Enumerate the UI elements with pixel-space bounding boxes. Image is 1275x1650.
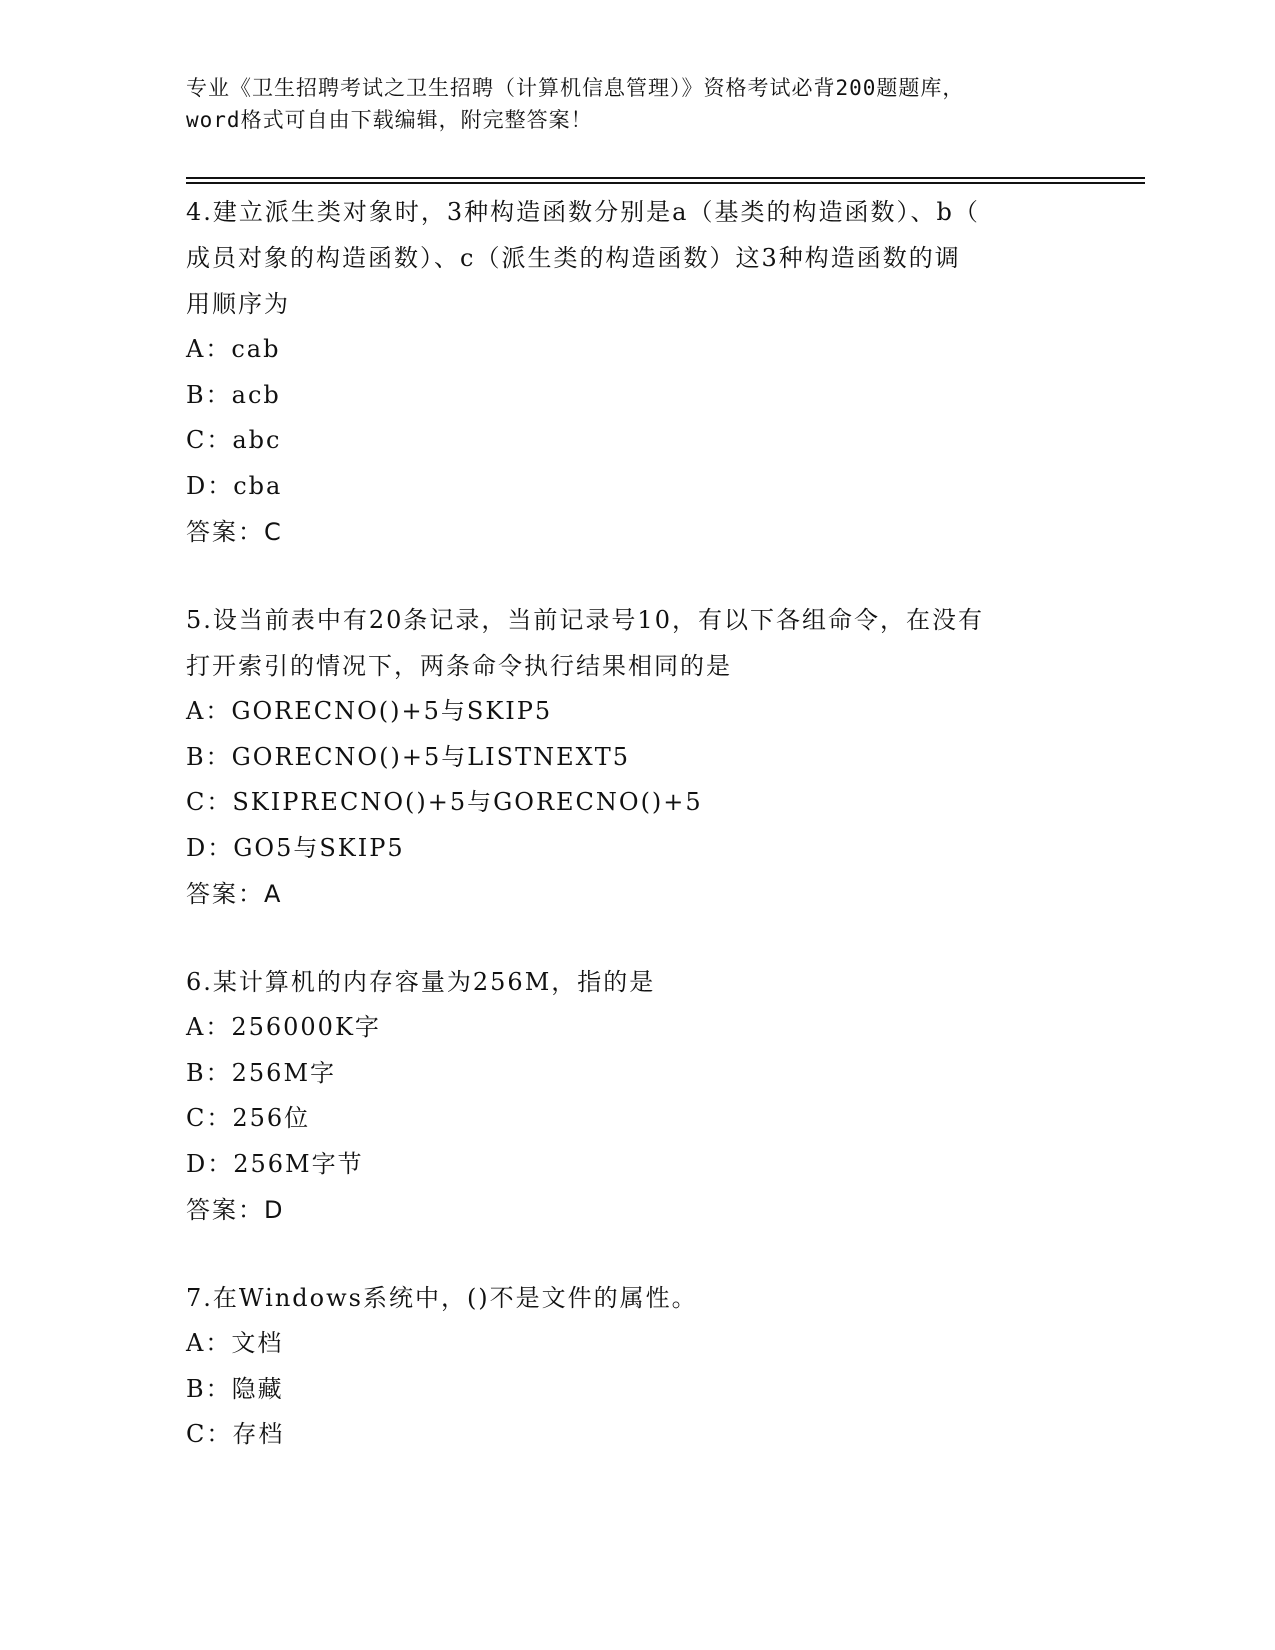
option-a: A：cab bbox=[186, 335, 281, 363]
option-b: B：隐藏 bbox=[186, 1374, 284, 1403]
header-divider-top bbox=[186, 177, 1145, 179]
option-b: B：GORECNO()+5与LISTNEXT5 bbox=[186, 742, 630, 771]
answer-line: 答案：C bbox=[186, 518, 283, 546]
question-4 bbox=[186, 189, 1086, 555]
option-c: C：SKIPRECNO()+5与GORECNO()+5 bbox=[186, 788, 703, 816]
option-b: B：acb bbox=[186, 380, 281, 409]
option-d: D：256M字节 bbox=[186, 1149, 364, 1178]
answer-line: 答案：A bbox=[186, 880, 283, 908]
option-c: C：abc bbox=[186, 426, 282, 454]
option-a: A：256000K字 bbox=[186, 1013, 381, 1041]
option-d: D：cba bbox=[186, 471, 283, 500]
question-text-line: 成员对象的构造函数）、c（派生类的构造函数）这3种构造函数的调 bbox=[186, 244, 961, 272]
header-divider-bottom bbox=[186, 182, 1145, 184]
option-a: A：文档 bbox=[186, 1329, 284, 1357]
question-text-line: 7.在Windows系统中，()不是文件的属性。 bbox=[186, 1284, 698, 1312]
option-c: C：256位 bbox=[186, 1104, 311, 1132]
question-text-line: 5.设当前表中有20条记录，当前记录号10，有以下各组命令，在没有 bbox=[186, 606, 984, 634]
question-text-line: 4.建立派生类对象时，3种构造函数分别是a（基类的构造函数）、b（ bbox=[186, 198, 980, 226]
question-5 bbox=[186, 597, 1086, 917]
question-6 bbox=[186, 959, 1086, 1233]
question-7 bbox=[186, 1275, 1086, 1458]
option-c: C：存档 bbox=[186, 1420, 285, 1448]
document-header bbox=[186, 72, 1086, 136]
answer-line: 答案：D bbox=[186, 1196, 285, 1224]
header-line-2: word格式可自由下载编辑，附完整答案！ bbox=[186, 108, 593, 132]
question-text-line: 6.某计算机的内存容量为256M，指的是 bbox=[186, 968, 656, 996]
header-line-1: 专业《卫生招聘考试之卫生招聘（计算机信息管理）》资格考试必背200题题库， bbox=[186, 76, 965, 100]
option-b: B：256M字 bbox=[186, 1058, 337, 1087]
question-text-line: 用顺序为 bbox=[186, 290, 290, 318]
question-list bbox=[186, 189, 1086, 1500]
option-a: A：GORECNO()+5与SKIP5 bbox=[186, 697, 553, 725]
option-d: D：GO5与SKIP5 bbox=[186, 833, 405, 862]
question-text-line: 打开索引的情况下，两条命令执行结果相同的是 bbox=[186, 652, 732, 680]
